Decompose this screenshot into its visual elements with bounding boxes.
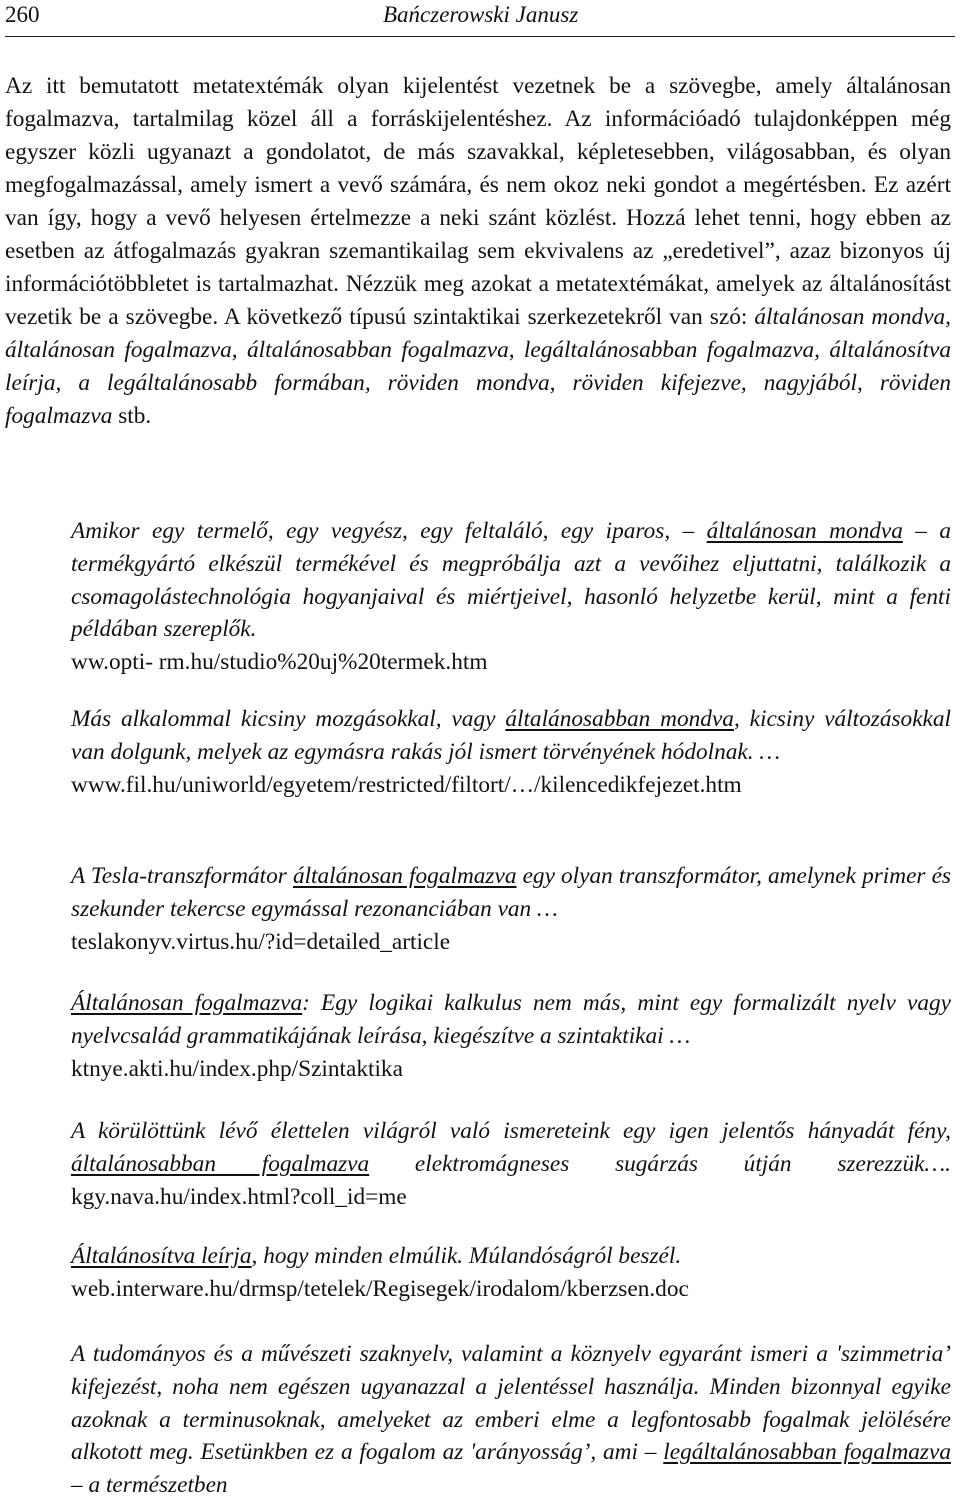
example-quote xyxy=(71,703,951,801)
page-number: 260 xyxy=(5,2,40,27)
example-quote xyxy=(71,1338,951,1502)
quote-text: Amikor egy termelő, egy vegyész, egy feltaláló, egy iparos, – xyxy=(71,518,707,544)
source-url: teslakonyv.virtus.hu/?id=detailed_article xyxy=(71,928,451,955)
source-url: kgy.nava.hu/index.html?coll_id=me xyxy=(71,1183,407,1210)
page-header xyxy=(5,0,955,36)
quote-text: Más alkalommal kicsiny mozgásokkal, vagy xyxy=(71,706,506,732)
example-quote xyxy=(71,515,951,679)
source-url: ww.opti- rm.hu/studio%20uj%20termek.htm xyxy=(71,649,488,676)
quote-text: , kicsiny változásokkal van dolgunk, melyek az egymásra rakás jól ismert törvényének hódolnak. … xyxy=(71,706,952,765)
quote-text: , hogy minden elmúlik. Múlandóságról beszél. xyxy=(251,1243,682,1269)
running-head: Bańczerowski Janusz xyxy=(383,2,579,27)
marked-phrase: Általánosan fogalmazva xyxy=(71,990,303,1016)
quote-text: egy olyan transzformátor, amelynek primer és szekunder tekercse egymással rezonanciában van … xyxy=(71,863,951,922)
marked-phrase: általánosabban mondva xyxy=(505,706,734,732)
source-url: web.interware.hu/drmsp/tetelek/Regisegek/irodalom/kberzsen.doc xyxy=(71,1275,689,1302)
quote-text: elektromágneses sugárzás útján szerezzük…. xyxy=(369,1150,952,1177)
marked-phrase: általánosabban fogalmazva xyxy=(71,1150,370,1177)
quote-text: A tudományos és a művészeti szaknyelv, valamint a köznyelv egyaránt ismeri a 'szimmetria’ kifejezést, noha nem egészen ugyanazzal a jelentéssel használja. Minden bizonnyal egyike azoknak a terminusoknak, amelyeket az emberi elme a legfontosabb fogalmak jelölésére alkotott meg. Esetünkben ez a fogalom az 'arányosság’, ami – xyxy=(71,1341,951,1466)
quote-text: A körülöttünk lévő élettelen világról való ismereteink egy igen jelentős hányadát fény, xyxy=(71,1118,951,1144)
example-quote xyxy=(71,987,951,1085)
example-quote xyxy=(71,1240,951,1306)
marked-phrase: általánosan fogalmazva xyxy=(292,863,517,889)
quote-text: : Egy logikai kalkulus nem más, mint egy formalizált nyelv vagy nyelvcsalád grammatikájának leírása, kiegészítve a szintaktikai … xyxy=(71,990,951,1049)
header-rule xyxy=(5,36,955,37)
source-url: ktnye.akti.hu/index.php/Szintaktika xyxy=(71,1055,403,1082)
marked-phrase: Általánosítva leírja xyxy=(71,1243,252,1269)
marked-phrase: általánosan mondva xyxy=(706,518,903,544)
source-url: www.fil.hu/uniworld/egyetem/restricted/filtort/…/kilencedikfejezet.htm xyxy=(71,771,742,798)
example-quote xyxy=(71,1115,951,1213)
quote-text: – a természetben xyxy=(71,1472,228,1499)
body-closing: stb. xyxy=(112,403,152,429)
quote-text: A Tesla-transzformátor xyxy=(71,863,293,889)
example-quote xyxy=(71,860,951,958)
marked-phrase: legáltalánosabban fogalmazva xyxy=(663,1439,951,1466)
body-paragraph xyxy=(5,70,951,433)
body-examples-list: általánosan mondva, általánosan fogalmazva, általánosabban fogalmazva, legáltalánosabban fogalmazva, általánosítva leírja, a legáltalánosabb formában, röviden mondva, röviden kifejezve, nagyjából, röviden fogalmazva xyxy=(5,304,952,429)
body-intro: Az itt bemutatott metatextémák olyan kijelentést vezetnek be a szövegbe, amely általánosan fogalmazva, tartalmilag közel áll a forráskijelentéshez. Az információadó tulajdonképpen még egyszer közli ugyanazt a gondolatot, de más szavakkal, képletesebben, világosabban, és olyan megfogalmazással, amely ismert a vevő számára, és nem okoz neki gondot a megértésben. Ez azért van így, hogy a vevő helyesen értelmezze a neki szánt közlést. Hozzá lehet tenni, hogy ebben az esetben az átfogalmazás gyakran szemantikailag sem ekvivalens az „eredetivel”, azaz bizonyos új információtöbbletet is tartalmazhat. Nézzük meg azokat a metatextémákat, amelyek az általánosítást vezetik be a szövegbe. A következő típusú szintaktikai szerkezetekről van szó: xyxy=(5,73,951,330)
quote-text: – a termékgyártó elkészül termékével és megpróbálja azt a vevőihez eljuttatni, találkozik a csomagolástechnológia hogyanjaival és miértjeivel, hasonló helyzetbe kerül, mint a fenti példában szereplők. xyxy=(71,518,951,643)
